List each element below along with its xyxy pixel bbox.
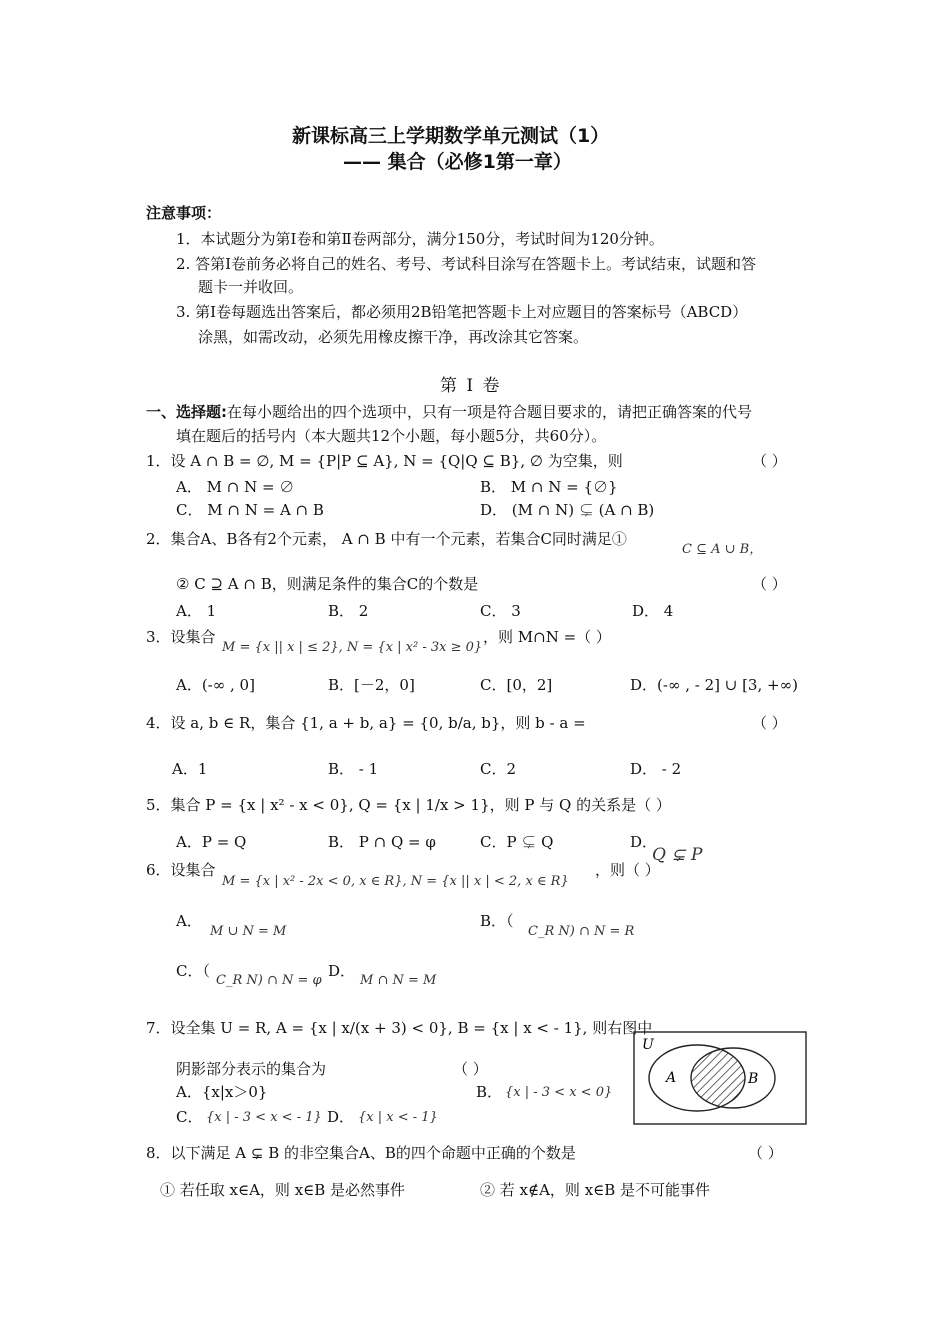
page-title: 新课标高三上学期数学单元测试（1） [292,125,610,147]
notice-item: 涂黑，如需改动，必须先用橡皮擦干净，再改涂其它答案。 [198,328,589,346]
q5-stem: 5．集合 P = {x | x² - x < 0}, Q = {x | 1/x > 1}，则 P 与 Q 的关系是（ ） [146,796,671,814]
q1-answer-blank[interactable]: （ ） [752,452,787,470]
part1-text-2: 填在题后的括号内（本大题共12个小题，每小题5分，共60分）。 [176,427,607,445]
venn-label-b: B [748,1071,759,1087]
q3-stem: 3．设集合 [146,628,216,646]
q1-option-a[interactable]: A． M ∩ N = ∅ [176,478,295,496]
venn-label-u: U [642,1037,654,1053]
q7-option-c-math: {x | - 3 < x < - 1} [206,1110,322,1125]
q3-option-c[interactable]: C．[0，2] [480,676,553,694]
q4-option-a[interactable]: A．1 [172,760,208,778]
q4-option-d[interactable]: D． - 2 [630,760,682,778]
notice-item: 2. 答第Ⅰ卷前务必将自己的姓名、考号、考试科目涂写在答题卡上。考试结束，试题和答 [176,255,757,273]
q1-option-c[interactable]: C． M ∩ N = A ∩ B [176,501,324,519]
q6-option-a-math: M ∪ N = M [210,924,287,939]
q6-tail: ，则（ ） [595,861,660,879]
q8-answer-blank[interactable]: （ ） [748,1144,783,1162]
q6-option-b-math: C_R N) ∩ N = R [528,924,635,939]
q6-option-c[interactable]: C．（ [176,962,210,980]
q5-option-a[interactable]: A．P = Q [176,833,247,851]
q5-option-b[interactable]: B． P ∩ Q = φ [328,833,436,851]
notice-item: 题卡一并收回。 [198,278,304,296]
q1-option-b[interactable]: B． M ∩ N = {∅} [480,478,618,496]
part1-label: 一、选择题: [146,403,227,421]
q5-option-d-math: Q ⊊ P [652,845,703,865]
q1-stem: 1．设 A ∩ B = ∅, M = {P|P ⊆ A}, N = {Q|Q ⊆ B}, ∅ 为空集，则 [146,452,623,470]
q1-option-d[interactable]: D． (M ∩ N) ⊊ (A ∩ B) [480,501,655,519]
q8-proposition-1: ① 若任取 x∈A，则 x∈B 是必然事件 [160,1181,406,1199]
notice-heading: 注意事项： [146,204,222,222]
notice-item: 3. 第Ⅰ卷每题选出答案后，都必须用2B铅笔把答题卡上对应题目的答案标号（ABCD） [176,303,748,321]
q4-answer-blank[interactable]: （ ） [752,714,787,732]
q6-option-a[interactable]: A． [176,912,202,930]
q4-option-b[interactable]: B． - 1 [328,760,379,778]
q6-option-d-math: M ∩ N = M [360,973,437,988]
q3-tail: ，则 M∩N =（ ） [483,628,611,646]
q6-math: M = {x | x² - 2x < 0, x ∈ R}, N = {x || x | < 2, x ∈ R} [222,874,569,889]
q2-option-d[interactable]: D． 4 [632,602,674,620]
part1-intro [146,402,752,422]
q7-option-d-math: {x | x < - 1} [358,1110,438,1125]
q7-option-a[interactable]: A．{x|x＞0} [176,1083,268,1101]
q5-option-d[interactable]: D． [630,833,658,851]
q7-answer-blank[interactable]: （ ） [453,1060,488,1078]
q2-option-b[interactable]: B． 2 [328,602,369,620]
q7-option-c[interactable]: C． [176,1108,203,1126]
venn-diagram [632,1030,808,1126]
q8-stem: 8．以下满足 A ⊊ B 的非空集合A、B的四个命题中正确的个数是 [146,1144,576,1162]
q4-stem: 4．设 a, b ∈ R，集合 {1, a + b, a} = {0, b/a, b}，则 b - a = [146,714,586,732]
q6-option-b[interactable]: B．（ [480,912,514,930]
q6-option-c-math: C_R N) ∩ N = φ [216,973,322,988]
q7-option-b-math: {x | - 3 < x < 0} [505,1085,613,1100]
q2-option-a[interactable]: A． 1 [176,602,217,620]
q2-stem: 2．集合A、B各有2个元素， A ∩ B 中有一个元素，若集合C同时满足① [146,530,627,548]
q3-option-b[interactable]: B．[－2，0] [328,676,415,694]
section-title: 第 Ⅰ 卷 [440,376,502,396]
q8-proposition-2: ② 若 x∉A，则 x∈B 是不可能事件 [480,1181,711,1199]
q2-answer-blank[interactable]: （ ） [752,575,787,593]
part1-text: 在每小题给出的四个选项中，只有一项是符合题目要求的，请把正确答案的代号 [227,403,753,421]
q7-option-b[interactable]: B． [476,1083,503,1101]
q6-option-d[interactable]: D． [328,962,356,980]
venn-label-a: A [666,1070,677,1086]
page-subtitle: —— 集合（必修1第一章） [343,151,572,173]
q5-option-c[interactable]: C．P ⊊ Q [480,833,554,851]
q6-stem: 6．设集合 [146,861,216,879]
q3-option-a[interactable]: A．(-∞ , 0] [176,676,255,694]
q2-condition-1: C ⊆ A ∪ B， [682,542,763,557]
q3-option-d[interactable]: D．(-∞ , - 2] ∪ [3, +∞) [630,676,798,694]
q3-math: M = {x || x | ≤ 2}, N = {x | x² - 3x ≥ 0} [222,640,483,655]
q4-option-c[interactable]: C．2 [480,760,517,778]
q2-stem-2: ② C ⊇ A ∩ B，则满足条件的集合C的个数是 [176,575,479,593]
q7-stem: 7．设全集 U = R, A = {x | x/(x + 3) < 0}, B = {x | x < - 1}, 则右图中 [146,1019,653,1037]
q2-option-c[interactable]: C． 3 [480,602,521,620]
q7-option-d[interactable]: D． [327,1108,355,1126]
notice-item: 1．本试题分为第Ⅰ卷和第Ⅱ卷两部分，满分150分，考试时间为120分钟。 [176,230,664,248]
q7-stem-2: 阴影部分表示的集合为 [176,1060,327,1078]
